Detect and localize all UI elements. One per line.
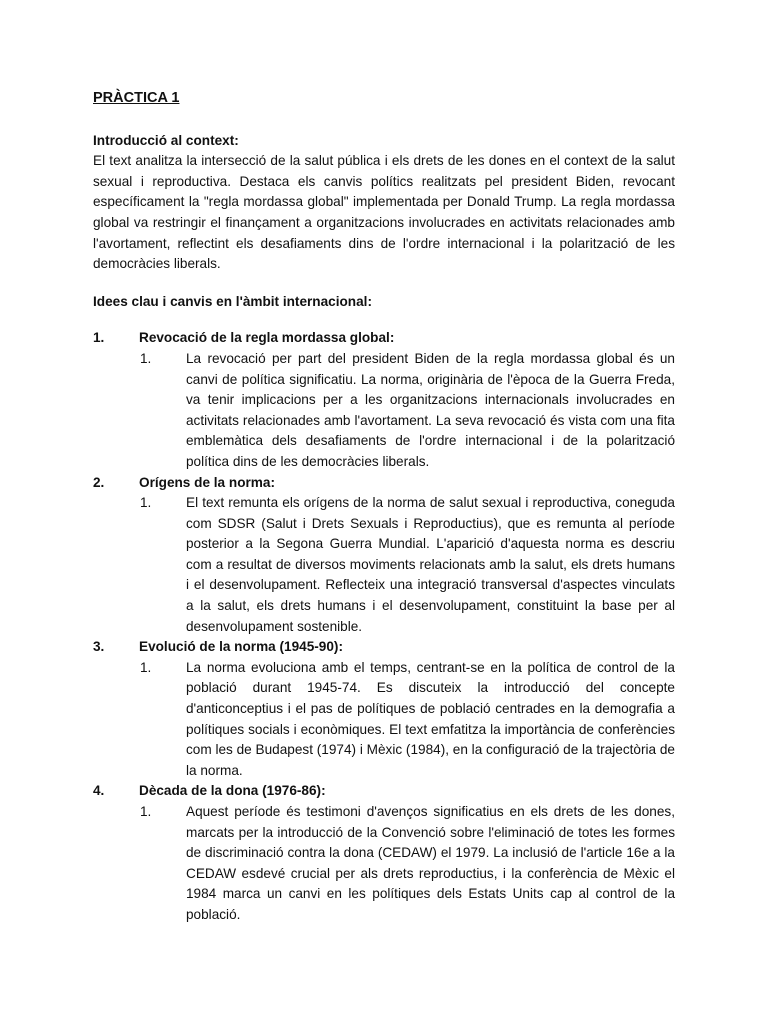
intro-heading: Introducció al context:: [93, 132, 239, 148]
sub-item: [93, 658, 675, 782]
key-ideas-heading: Idees clau i canvis en l'àmbit internacional:: [93, 293, 372, 309]
sub-item-text: El text remunta els orígens de la norma de salut sexual i reproductiva, coneguda com SDSR (Salut i Drets Sexuals i Reproductius), que es remunta al període posterior a la Segona Guerra Mundial. L'aparició d'aquesta norma es descriu com a resultat de diversos moviments relacionats amb la salut, els drets humans i el desenvolupament. Reflecteix una integració transversal d'aspectes vinculats a la salut, els drets humans i el desenvolupament, constituint la base per al desenvolupament sostenible.: [186, 495, 675, 634]
item-heading: Revocació de la regla mordassa global:: [139, 330, 395, 346]
item-heading: Orígens de la norma:: [139, 474, 275, 490]
list-item: [93, 473, 675, 638]
item-number: 3.: [93, 639, 105, 655]
sub-item-number: 1.: [140, 804, 152, 819]
item-heading: Evolució de la norma (1945-90):: [139, 639, 343, 655]
numbered-list: [93, 328, 675, 925]
sub-item-number: 1.: [140, 659, 152, 675]
page-title: PRÀCTICA 1: [93, 90, 180, 106]
sub-item: [93, 802, 675, 926]
list-item: [93, 781, 675, 925]
sub-item-text: La norma evoluciona amb el temps, centrant-se en la política de control de la població durant 1945-74. Es discuteix la introducció del concepte d'anticonceptius i el pas de polítiques de població centrades en la demografia a polítiques socials i econòmiques. El text emfatitza la importància de conferències com les de Budapest (1974) i Mèxic (1984), en la configuració de la trajectòria de la norma.: [186, 659, 675, 778]
sub-item-text: Aquest període és testimoni d'avenços significatius en els drets de les dones, marcats per la introducció de la Convenció sobre l'eliminació de totes les formes de discriminació contra la dona (CEDAW) el 1979. La inclusió de l'article 16e a la CEDAW esdevé crucial per als drets reproductius, i la conferència de Mèxic el 1984 marca un canvi en les polítiques dels Estats Units cap al control de la població.: [186, 804, 675, 922]
sub-item-number: 1.: [140, 495, 152, 511]
sub-item: [93, 493, 675, 637]
sub-item-number: 1.: [140, 350, 152, 366]
list-item: [93, 637, 675, 781]
item-number: 4.: [93, 783, 105, 799]
list-item: [93, 328, 675, 472]
sub-item-text: La revocació per part del president Biden de la regla mordassa global és un canvi de política significatiu. La norma, originària de l'època de la Guerra Freda, va tenir implicacions per a les organitzacions internacionals involucrades en activitats relacionades amb l'avortament. La seva revocació és vista com una fita emblemàtica dels desafiaments de l'ordre internacional i de la polarització política dins de les democràcies liberals.: [186, 350, 675, 469]
document-page: [93, 88, 675, 926]
intro-paragraph: El text analitza la intersecció de la salut pública i els drets de les dones en el context de la salut sexual i reproductiva. Destaca els canvis polítics realitzats pel president Biden, revocant específicament la "regla mordassa global" implementada per Donald Trump. La regla mordassa global va restringir el finançament a organitzacions involucrades en activitats relacionades amb l'avortament, reflectint els desafiaments dins de l'ordre internacional i la polarització de les democràcies liberals.: [93, 153, 675, 272]
sub-item: [93, 349, 675, 473]
item-number: 2.: [93, 474, 105, 490]
item-number: 1.: [93, 330, 105, 346]
item-heading: Dècada de la dona (1976-86):: [139, 783, 326, 799]
